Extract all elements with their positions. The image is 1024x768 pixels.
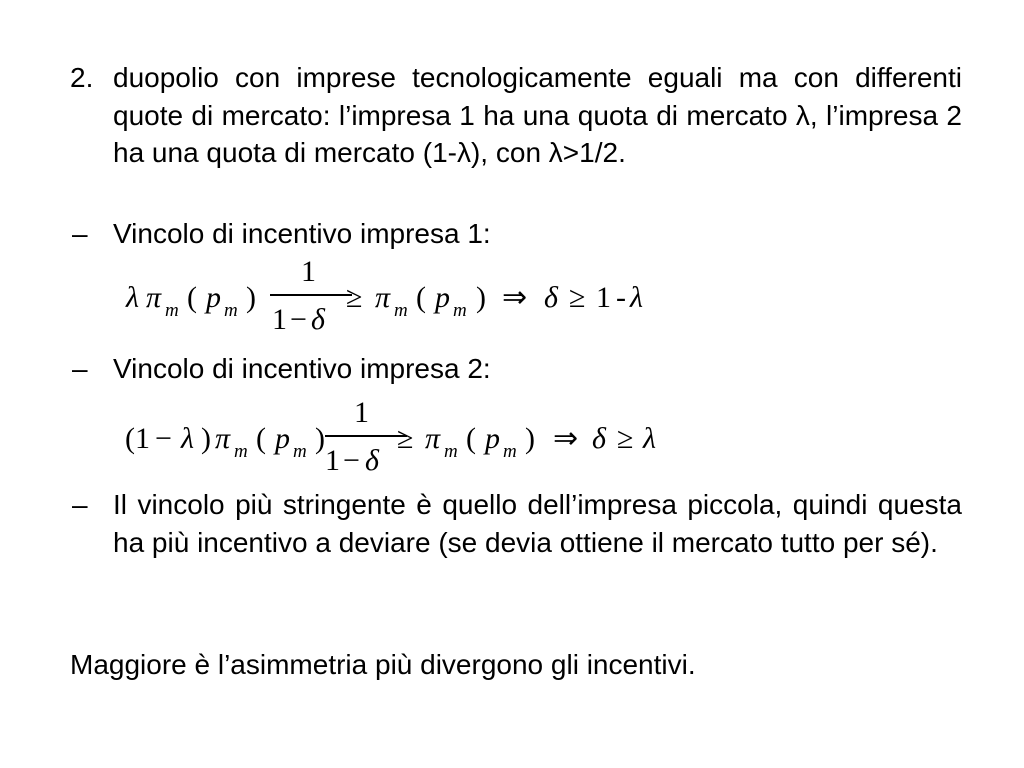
fraction-bar [270,294,352,296]
price-p: p [435,281,450,314]
fraction-bar [325,435,407,437]
dash-bullet: – [72,218,88,249]
list-item-constraint-2 [70,350,962,388]
implies-symbol: ⇒ [553,422,579,455]
left-paren: ( [416,281,426,314]
geq-symbol: ≥ [346,281,363,314]
pi-symbol: π [375,281,391,314]
denominator-minus: − [290,303,307,336]
subscript-m: m [224,300,238,321]
lambda-symbol: λ [181,422,194,455]
fraction-numerator: 1 [301,255,316,288]
geq-symbol: ≥ [617,422,634,455]
price-p: p [206,281,221,314]
denominator-one: 1 [325,444,340,477]
left-paren: ( [187,281,197,314]
pi-symbol: π [146,281,162,314]
right-paren: ) [246,281,256,314]
subscript-m: m [234,441,248,462]
dash-bullet: – [72,489,88,520]
left-paren: ( [256,422,266,455]
left-paren: ( [466,422,476,455]
delta-symbol: δ [544,281,558,314]
right-paren: ) [525,422,535,455]
lambda-symbol: λ [630,281,643,314]
pi-symbol: π [215,422,231,455]
right-paren: ) [315,422,325,455]
lambda-symbol: λ [643,422,656,455]
delta-symbol: δ [311,303,325,336]
price-p: p [275,422,290,455]
lhs-close: ) [201,422,211,455]
constraint-1-label: Vincolo di incentivo impresa 1: [113,218,491,249]
pi-symbol: π [425,422,441,455]
list-item-constraint-1 [70,215,962,253]
subscript-m: m [444,441,458,462]
right-paren: ) [476,281,486,314]
duopoly-description: duopolio con imprese tecnologicamente eguali ma con differenti quote di mercato: l’impresa 1 ha una quota di mercato λ, l’impresa 2 ha una quota di mercato (1-λ), con λ>1/2. [113,62,962,168]
closing-statement: Maggiore è l’asimmetria più divergono gli incentivi. [70,649,696,680]
subscript-m: m [503,441,517,462]
formula-constraint-2 [125,398,685,478]
denominator-one: 1 [272,303,287,336]
price-p: p [485,422,500,455]
lambda-symbol: λ [126,281,139,314]
constraint-2-label: Vincolo di incentivo impresa 2: [113,353,491,384]
subscript-m: m [293,441,307,462]
rhs-minus: - [616,281,626,314]
formula-constraint-1 [120,257,680,337]
geq-symbol: ≥ [397,422,414,455]
list-item-conclusion [70,486,962,561]
lhs-minus: − [155,422,172,455]
subscript-m: m [394,300,408,321]
dash-bullet: – [72,353,88,384]
fraction-numerator: 1 [354,396,369,429]
rhs-one: 1 [596,281,611,314]
list-number: 2. [70,62,94,93]
delta-symbol: δ [592,422,606,455]
implies-symbol: ⇒ [502,281,528,314]
conclusion-text: Il vincolo più stringente è quello dell’impresa piccola, quindi questa ha più incentivo a deviare (se devia ottiene il mercato tutto per sé). [113,489,962,558]
delta-symbol: δ [365,444,379,477]
geq-symbol: ≥ [569,281,586,314]
subscript-m: m [453,300,467,321]
lhs-open: (1 [125,422,150,455]
subscript-m: m [165,300,179,321]
list-item-duopoly [70,59,962,172]
denominator-minus: − [343,444,360,477]
